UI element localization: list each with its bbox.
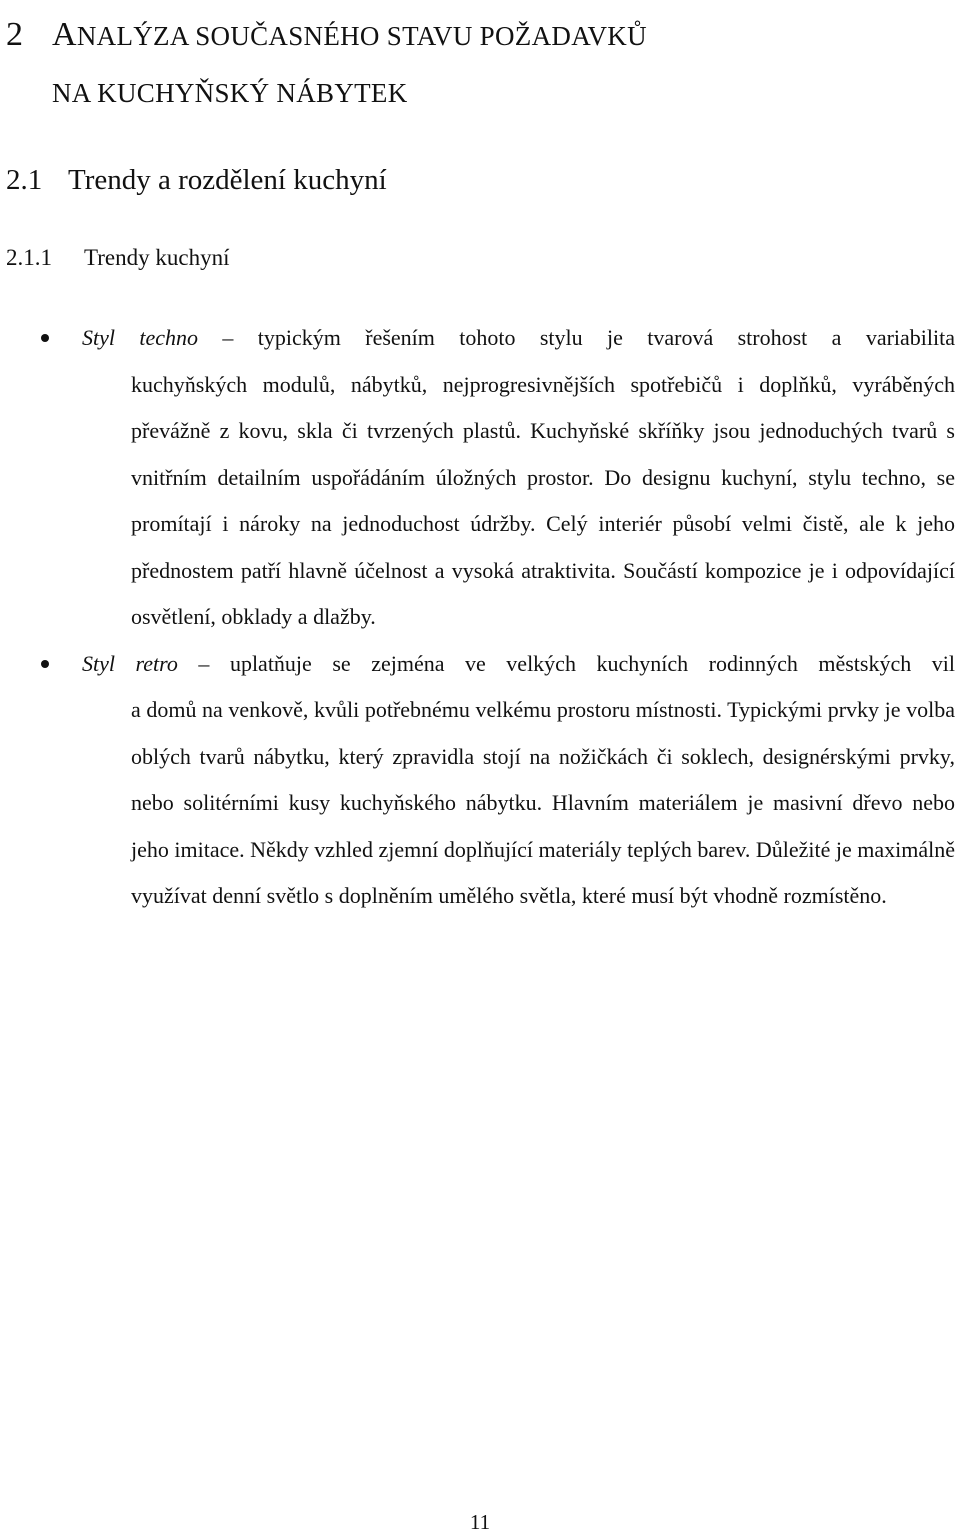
bullet-icon xyxy=(41,334,49,342)
list-item-retro xyxy=(0,641,960,920)
list-item-term: Styl techno xyxy=(82,325,199,350)
chapter-title-initial: A xyxy=(52,16,77,53)
list-item-first-line-rest: – typickým řešením tohoto stylu je tvarová strohost a variabilita xyxy=(198,325,955,350)
section-heading xyxy=(6,158,387,202)
list-item-first-line xyxy=(82,641,955,688)
list-item-first-line xyxy=(82,315,955,362)
list-item-techno xyxy=(0,315,960,641)
bullet-list xyxy=(0,315,960,920)
subsection-heading xyxy=(6,240,229,276)
list-item-body: kuchyňských modulů, nábytků, nejprogresivnějších spotřebičů i doplňků, vyráběných převážně z kovu, skla či tvrzených plastů. Kuchyňské skříňky jsou jednoduchých tvarů s vnitřním detailním uspořádáním úložných prostor. Do designu kuchyní, stylu techno, se promítají i nároky na jednoduchost údržby. Celý interiér působí velmi čistě, ale k jeho přednostem patří hlavně účelnost a vysoká atraktivita. Součástí kompozice je i odpovídající osvětlení, obklady a dlažby. xyxy=(131,371,955,629)
section-title: Trendy a rozdělení kuchyní xyxy=(68,164,387,196)
list-item-text xyxy=(82,315,955,641)
section-number: 2.1 xyxy=(6,164,43,196)
bullet-icon xyxy=(41,660,49,668)
list-item-text xyxy=(82,641,956,920)
list-item-body: a domů na venkově, kvůli potřebnému velkému prostoru místnosti. Typickými prvky je volba oblých tvarů nábytku, který zpravidla stojí na nožičkách či soklech, designérskými prvky, nebo solitérními kusy kuchyňského nábytku. Hlavním materiálem je masivní dřevo nebo jeho imitace. Někdy vzhled zjemní doplňující materiály teplých barev. Důležité je maximálně využívat denní světlo s doplněním umělého světla, které musí být vhodně rozmístěno. xyxy=(131,697,955,908)
chapter-title-rest: NALÝZA SOUČASNÉHO STAVU POŽADAVKŮ xyxy=(76,21,647,51)
subsection-number: 2.1.1 xyxy=(6,245,52,270)
chapter-title-line-2: NA KUCHYŇSKÝ NÁBYTEK xyxy=(52,78,408,108)
list-item-first-line-rest: – uplatňuje se zejména ve velkých kuchyních rodinných městských vil xyxy=(177,650,956,676)
chapter-number: 2 xyxy=(6,16,23,53)
list-item-term: Styl retro xyxy=(82,650,178,676)
page-number: 11 xyxy=(469,1510,491,1534)
subsection-title: Trendy kuchyní xyxy=(84,245,230,270)
